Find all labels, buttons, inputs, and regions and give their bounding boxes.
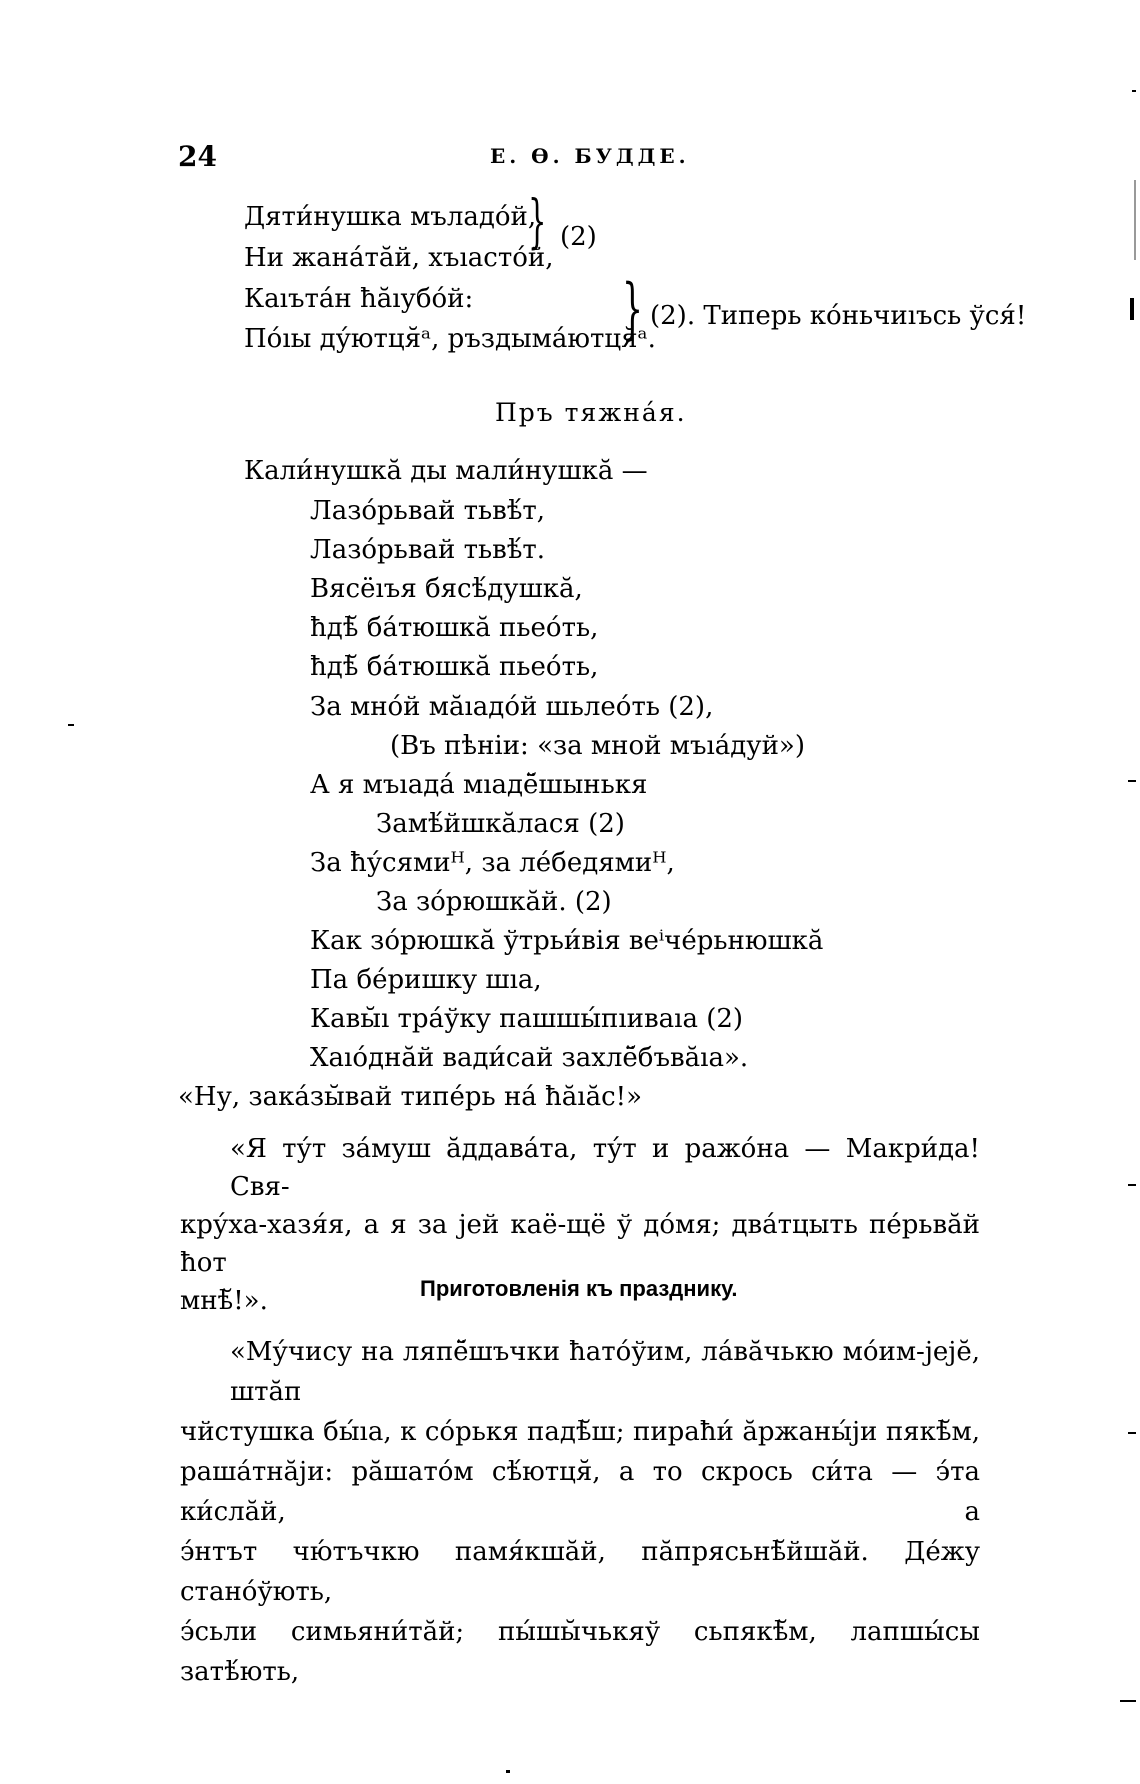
repeat-mark: (2): [560, 222, 597, 252]
scan-edge-line: [1134, 180, 1136, 260]
song-line: «Ну, зака́зы̆вай типéрь на́ ħӑıӑс!»: [178, 1082, 643, 1112]
scan-speck: [1128, 780, 1136, 782]
song-line: ħдѣ̆ ба́тюшкӑ пьео́ть,: [310, 613, 599, 643]
song-line: Замѣ́йшкӑлася (2): [376, 809, 625, 839]
song-line: Лазо́рьвай тьвѣ́т,: [310, 496, 546, 526]
prose-paragraph: [180, 1332, 980, 1692]
prose-line: «Я ту́т за́муш ӑддава́та, ту́т и ражо́на — Макри́да! Свя-: [230, 1134, 980, 1202]
prose-line: «Му́чису на ляпё̆шъчки ħато́ўим, ла́вӑчькю мо́им-јејӗ, штӑп: [230, 1337, 980, 1407]
scan-speck: [1130, 298, 1134, 320]
running-head: Е. Ө. БУДДЕ.: [490, 144, 690, 168]
song-title: Пръ тяжна́я.: [495, 398, 687, 427]
song-line: Кали́нушкӑ ды мали́нушкӑ —: [244, 456, 648, 486]
page-number: 24: [178, 140, 217, 173]
prose-line: раша́тнӑји: рӑшато́м сѣ́ютця̆, а то скрось си́та — э́та ки́слӑй, а: [180, 1457, 980, 1527]
scan-speck: [506, 1770, 510, 1773]
scan-speck: [1128, 1432, 1136, 1434]
scan-speck: [1132, 90, 1136, 92]
repeat-mark: (2). Типерь ко́ньчиıъсь ўся́!: [650, 301, 1027, 331]
song-line: За зо́рюшкӑй. (2): [376, 887, 612, 917]
song-line: Па бéришку шıа,: [310, 965, 542, 995]
song-line: Хаıо́днӑй вади́сай захлё̆бъвӑıа».: [310, 1043, 749, 1073]
song-line: Как зо́рюшкӑ ўтрьи́вія веⁱчéрьнюшкӑ: [310, 926, 824, 956]
scan-speck: [1120, 1700, 1136, 1702]
verse-line: Дяти́нушка мъладо́й,: [244, 202, 537, 232]
song-line: Вясёıъя бясѣ́душкӑ,: [310, 574, 583, 604]
prose-line: э́нтът чю́тъчкю памя́кшӑй, пӑпрясьнѣ̆йшӑй. Дéжу стано́ўють,: [180, 1537, 980, 1607]
prose-line: мнѣ̆!».: [180, 1286, 268, 1316]
prose-line: чйстушка бы́ıа, к со́рькя падѣ̆ш; пираħи́ ӑржаны́ји пякѣ̆м,: [180, 1417, 980, 1447]
song-line: За ħу́сямиᴴ, за лéбедямиᴴ,: [310, 848, 675, 878]
scan-speck: [68, 724, 74, 726]
song-line: Кавы̆ı тра́ўку пашшы́пıиваıа (2): [310, 1004, 744, 1034]
song-line: (Въ пѣніи: «за мной мъıа́дуй»): [390, 731, 805, 761]
brace-icon: }: [528, 187, 547, 255]
prose-line: кру́ха-хазя́я, а я за јей каё-щё ў до́мя; два́тцыть пéрьвӑй ħот: [180, 1210, 980, 1278]
verse-line: Ни жана́тӑй, хъıасто́й,: [244, 243, 554, 273]
song-line: За мно́й мӑıадо́й шьлео́ть (2),: [310, 692, 714, 722]
section-heading: Приготовленія къ празднику.: [420, 1276, 738, 1301]
verse-line: Пóıы ду́ютця̆ᵃ, ръздыма́ютця̆ᵃ.: [244, 324, 656, 354]
prose-line: э́сьли симьяни́тӑй; пы́шы̆чькяў сьпякѣ̆м, лапшы́сы затѣ́ють,: [180, 1617, 980, 1687]
scan-speck: [1128, 1184, 1136, 1186]
song-line: ħдѣ̆ ба́тюшкӑ пьео́ть,: [310, 652, 599, 682]
song-line: А я мъıада́ мıадё̆шынькя: [310, 770, 648, 800]
verse-line: Каıъта́н ħӑıубо́й:: [244, 284, 474, 314]
brace-icon: }: [622, 270, 643, 347]
song-line: Лазо́рьвай тьвѣ́т.: [310, 535, 546, 565]
